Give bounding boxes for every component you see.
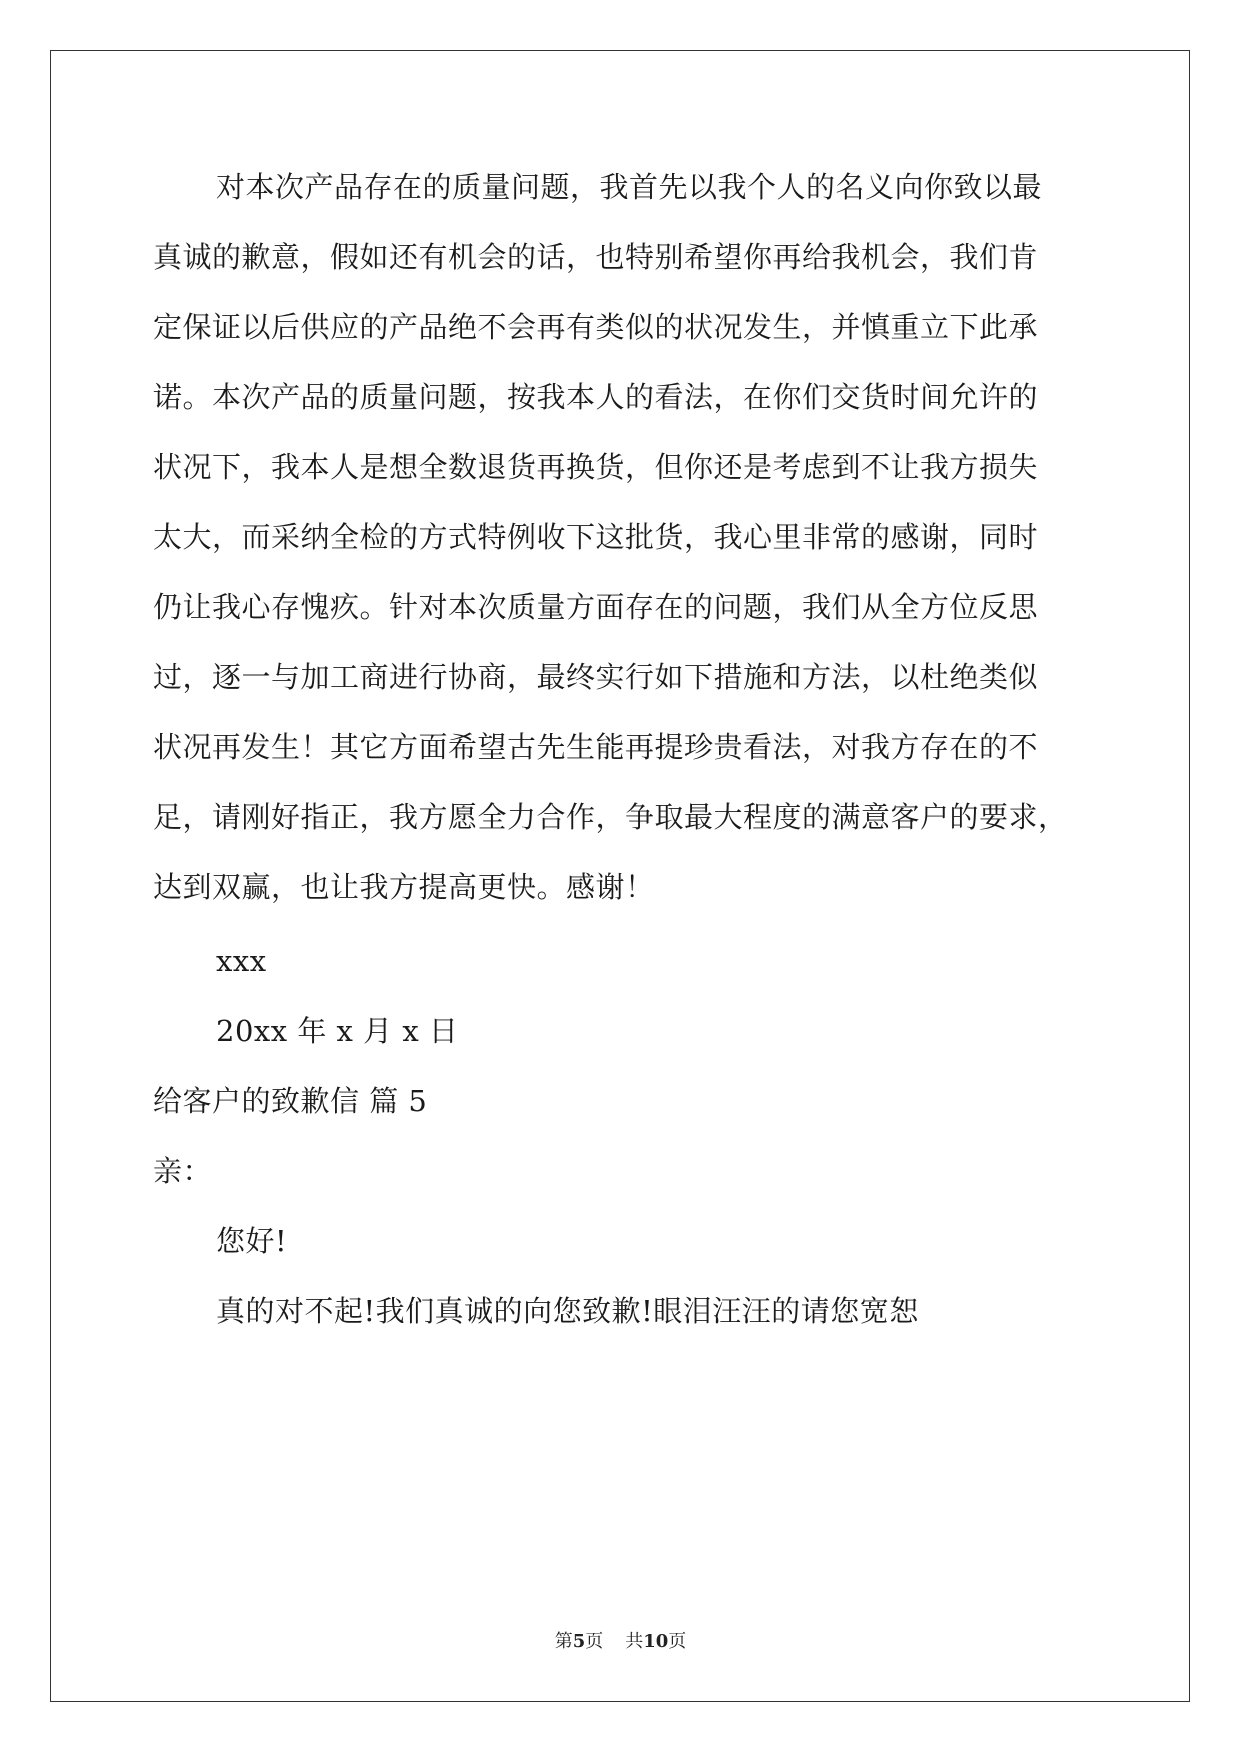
- salutation: 亲：: [153, 1154, 213, 1188]
- paragraph-line: 状况再发生！其它方面希望古先生能再提珍贵看法，对我方存在的不: [153, 730, 1039, 764]
- paragraph-line: 过，逐一与加工商进行协商，最终实行如下措施和方法，以杜绝类似: [153, 660, 1039, 694]
- letter-date: 20xx 年 x 月 x 日: [216, 1014, 459, 1048]
- paragraph-line: 真诚的歉意，假如还有机会的话，也特别希望你再给我机会，我们肯: [153, 240, 1039, 274]
- paragraph-line: 对本次产品存在的质量问题，我首先以我个人的名义向你致以最: [216, 170, 1043, 204]
- paragraph-line: 诺。本次产品的质量问题，按我本人的看法，在你们交货时间允许的: [153, 380, 1039, 414]
- apology-line: 真的对不起!我们真诚的向您致歉!眼泪汪汪的请您宽恕: [216, 1294, 919, 1328]
- page-footer: [0, 1631, 1241, 1653]
- total-suffix: 页: [668, 1631, 687, 1652]
- paragraph-line: 仍让我心存愧疚。针对本次质量方面存在的问题，我们从全方位反思: [153, 590, 1039, 624]
- total-prefix: 共: [625, 1631, 644, 1652]
- greeting: 您好!: [216, 1224, 288, 1258]
- total-pages: 10: [643, 1631, 669, 1652]
- section-title: 给客户的致歉信 篇 5: [153, 1084, 428, 1118]
- paragraph-line: 太大，而采纳全检的方式特例收下这批货，我心里非常的感谢，同时: [153, 520, 1039, 554]
- paragraph-line: 达到双赢，也让我方提高更快。感谢！: [153, 870, 655, 904]
- signature: xxx: [216, 944, 267, 978]
- page-suffix: 页: [585, 1631, 604, 1652]
- paragraph-line: 状况下，我本人是想全数退货再换货，但你还是考虑到不让我方损失: [153, 450, 1039, 484]
- paragraph-line: 足，请刚好指正，我方愿全力合作，争取最大程度的满意客户的要求，: [153, 800, 1068, 834]
- page-number: 5: [572, 1631, 586, 1652]
- paragraph-line: 定保证以后供应的产品绝不会再有类似的状况发生，并慎重立下此承: [153, 310, 1039, 344]
- page-prefix: 第: [554, 1631, 573, 1652]
